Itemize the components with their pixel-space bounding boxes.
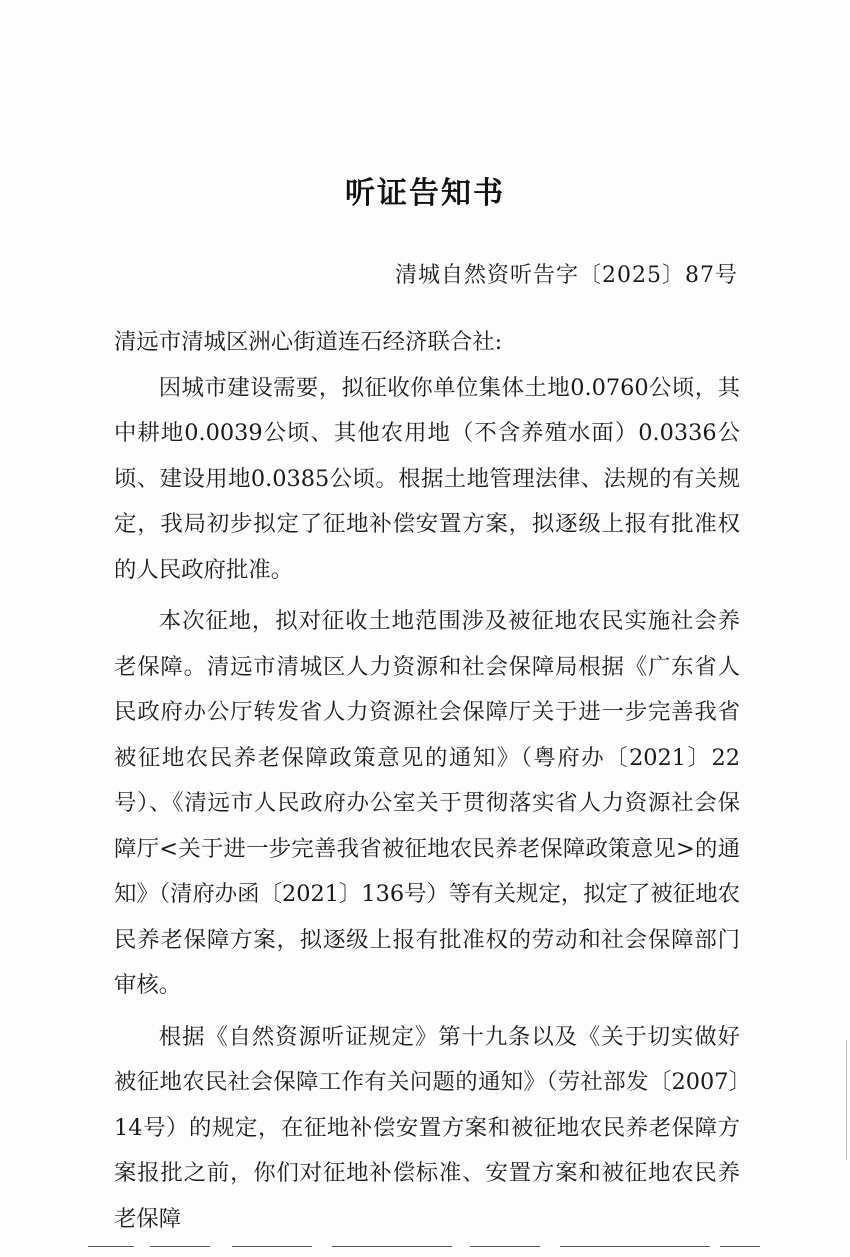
scan-artifact-line	[88, 1246, 134, 1247]
scan-artifact-line	[332, 1246, 452, 1247]
paragraph-1: 因城市建设需要，拟征收你单位集体土地0.0760公顷，其中耕地0.0039公顷、其他农用地（不含养殖水面）0.0336公顷、建设用地0.0385公顷。根据土地管理法律、法规的有关规定，我局初步拟定了征地补偿安置方案，拟逐级上报有批准权的人民政府批准。	[114, 374, 740, 583]
paragraph-3: 根据《自然资源听证规定》第十九条以及《关于切实做好被征地农民社会保障工作有关问题的通知》（劳社部发〔2007〕14号）的规定，在征地补偿安置方案和被征地农民养老保障方案报批之前，你们对征地补偿标准、安置方案和被征地农民养老保障	[114, 1023, 740, 1232]
scan-artifact-line	[232, 1246, 312, 1247]
paragraph-2: 本次征地，拟对征收土地范围涉及被征地农民实施社会养老保障。清远市清城区人力资源和社会保障局根据《广东省人民政府办公厅转发省人力资源社会保障厅关于进一步完善我省被征地农民养老保障政策意见的通知》（粤府办〔2021〕22号）、《清远市人民政府办公室关于贯彻落实省人力资源社会保障厅<关于进一步完善我省被征地农民养老保障政策意见>的通知》（清府办函〔2021〕136号）等有关规定，拟定了被征地农民养老保障方案，拟逐级上报有批准权的劳动和社会保障部门审核。	[114, 608, 740, 998]
document-body	[114, 320, 740, 1242]
scan-artifact-line	[470, 1246, 540, 1247]
document-title: 听证告知书	[345, 176, 505, 211]
scan-artifact-line	[560, 1246, 710, 1247]
scan-artifact-edge	[846, 1040, 847, 1160]
addressee: 清远市清城区洲心街道连石经济联合社:	[114, 329, 503, 355]
document-number: 清城自然资听告字〔2025〕87号	[395, 263, 738, 288]
scan-artifact-line	[720, 1246, 760, 1247]
scan-artifact-line	[150, 1246, 210, 1247]
